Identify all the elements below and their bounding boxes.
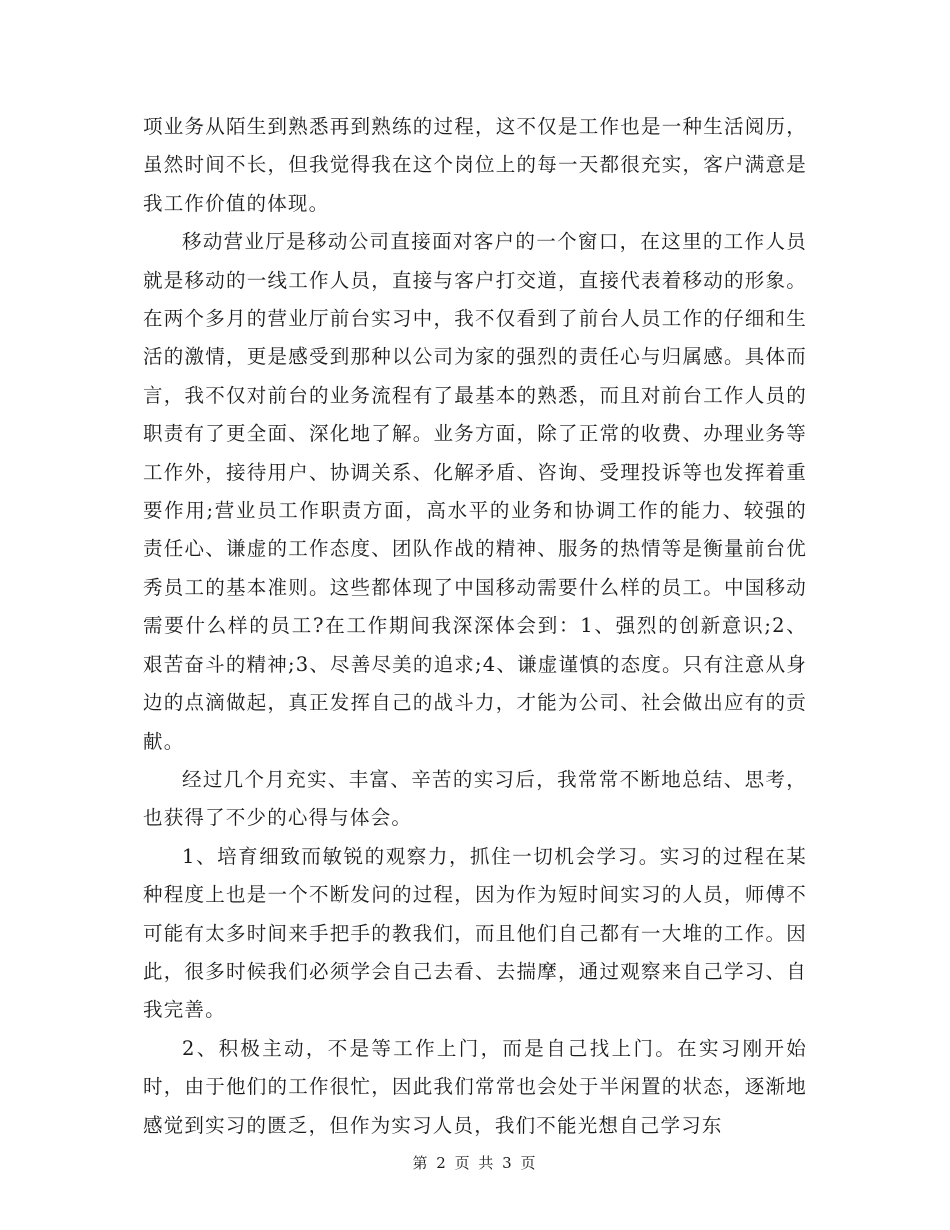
- paragraph-2: 移动营业厅是移动公司直接面对客户的一个窗口，在这里的工作人员就是移动的一线工作人员，直接与客户打交道，直接代表着移动的形象。在两个多月的营业厅前台实习中，我不仅看到了前台人员工作的仔细和生活的激情，更是感受到那种以公司为家的强烈的责任心与归属感。具体而言，我不仅对前台的业务流程有了最基本的熟悉，而且对前台工作人员的职责有了更全面、深化地了解。业务方面，除了正常的收费、办理业务等工作外，接待用户、协调关系、化解矛盾、咨询、受理投诉等也发挥着重要作用;营业员工作职责方面，高水平的业务和协调工作的能力、较强的责任心、谦虚的工作态度、团队作战的精神、服务的热情等是衡量前台优秀员工的基本准则。这些都体现了中国移动需要什么样的员工。中国移动需要什么样的员工?在工作期间我深深体会到：1、强烈的创新意识;2、艰苦奋斗的精神;3、尽善尽美的追求;4、谦虚谨慎的态度。只有注意从身边的点滴做起，真正发挥自己的战斗力，才能为公司、社会做出应有的贡献。: [143, 230, 807, 753]
- paragraph-4: 1、培育细致而敏锐的观察力，抓住一切机会学习。实习的过程在某种程度上也是一个不断发问的过程，因为作为短时间实习的人员，师傅不可能有太多时间来手把手的教我们，而且他们自己都有一大堆的工作。因此，很多时候我们必须学会自己去看、去揣摩，通过观察来自己学习、自我完善。: [143, 844, 807, 1022]
- document-body: [143, 108, 807, 1145]
- paragraph-1: 项业务从陌生到熟悉再到熟练的过程，这不仅是工作也是一种生活阅历，虽然时间不长，但我觉得我在这个岗位上的每一天都很充实，客户满意是我工作价值的体现。: [143, 115, 807, 215]
- paragraph-3: 经过几个月充实、丰富、辛苦的实习后，我常常不断地总结、思考，也获得了不少的心得与体会。: [143, 767, 807, 830]
- paragraph-5: 2、积极主动，不是等工作上门，而是自己找上门。在实习刚开始时，由于他们的工作很忙，因此我们常常也会处于半闲置的状态，逐渐地感觉到实习的匮乏，但作为实习人员，我们不能光想自己学习东: [143, 1036, 807, 1137]
- page-footer: 第 2 页 共 3 页: [412, 1154, 538, 1172]
